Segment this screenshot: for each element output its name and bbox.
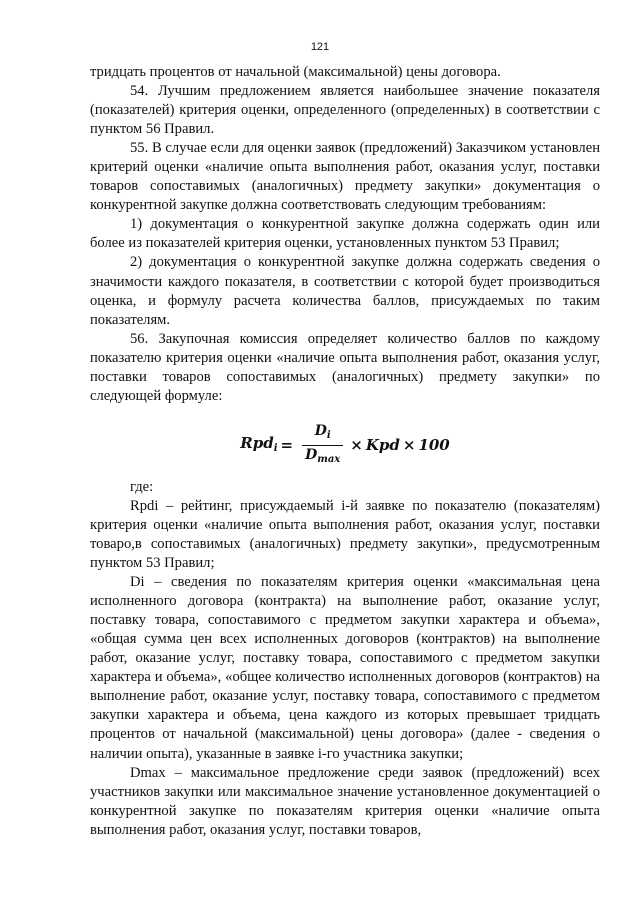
list-item-1: 1) документация о конкурентной закупке должна содержать один или более из показателей критерия оценки, установленных пунктом 53 Правил; xyxy=(90,216,600,252)
paragraph-56: 56. Закупочная комиссия определяет количество баллов по каждому показателю критерия оценки «наличие опыта выполнения работ, оказания услуг, поставки товаров сопоставимых (аналогичных) предмету закупки» по следующей формуле: xyxy=(90,330,600,404)
formula-kpd: Kpd xyxy=(365,436,400,455)
formula-lhs: Rpd$_i$ xyxy=(240,433,278,454)
formula-equals: = xyxy=(280,436,294,455)
list-item-2: 2) документация о конкурентной закупке должна содержать сведения о значимости каждого показателя, в соответствии с которой будет производиться оценка, и формулу расчета количества баллов, присуждаемых по таким показателям. xyxy=(90,254,600,328)
page-number: 121 xyxy=(310,41,330,53)
document-body xyxy=(90,63,600,840)
formula-times-1: × xyxy=(350,436,363,455)
paragraph-55: 55. В случае если для оценки заявок (предложений) Заказчиком установлен критерий оценки «наличие опыта выполнения работ, оказания услуг, поставки товаров сопоставимых (аналогичных) предмету закупки» документация о конкурентной закупке должна соответствовать следующим требованиям: xyxy=(90,140,600,214)
formula-constant: 100 xyxy=(418,436,450,455)
definition-dmax: Dmax – максимальное предложение среди заявок (предложений) всех участников закупки или максимальное значение установленное документацией о конкурентной закупке по показателям критерия оценки «наличие опыта выполнения работ, оказания услуг, поставки товаров, xyxy=(90,764,600,838)
definition-rpdi: Rpdi – рейтинг, присуждаемый i-й заявке по показателю (показателям) критерия оценки «наличие опыта выполнения работ, оказания услуг, поставки товаро,в сопоставимых (аналогичных) предмету закупки», предусмотренным пунктом 53 Правил; xyxy=(90,497,600,572)
formula-numerator: $D_i$ xyxy=(314,423,331,442)
paragraph-continuation: тридцать процентов от начальной (максимальной) цены договора. xyxy=(90,64,501,80)
paragraph-54: 54. Лучшим предложением является наибольшее значение показателя (показателей) критерия оценки, определенного (определенных) в соответствии с пунктом 56 Правил. xyxy=(90,83,600,138)
where-label: где: xyxy=(130,478,154,495)
formula-denominator: $D_{max}$ xyxy=(302,445,343,469)
formula-times-2: × xyxy=(402,436,416,455)
rating-formula xyxy=(90,416,600,476)
formula-fraction xyxy=(302,422,343,469)
definition-di: Di – сведения по показателям критерия оценки «максимальная цена исполненного договора (контракта) на выполнение работ, оказание услуг, поставку товара, сопоставимого с предметом закупки характера и объема», «общая сумма цен всех исполненных договоров (контрактов) на выполнение работ, оказание услуг, поставку товара, сопоставимого с предметом закупки характера и объема», «общее количество исполненных договоров (контрактов) на выполнение работ, оказание услуг, поставку товара, сопоставимого с предметом закупки характера и объема, цена каждого из которых превышает тридцать процентов от начальной (максимальной) цены договора» (далее - сведения о наличии опыта), указанные в заявке i-го участника закупки; xyxy=(90,574,600,762)
